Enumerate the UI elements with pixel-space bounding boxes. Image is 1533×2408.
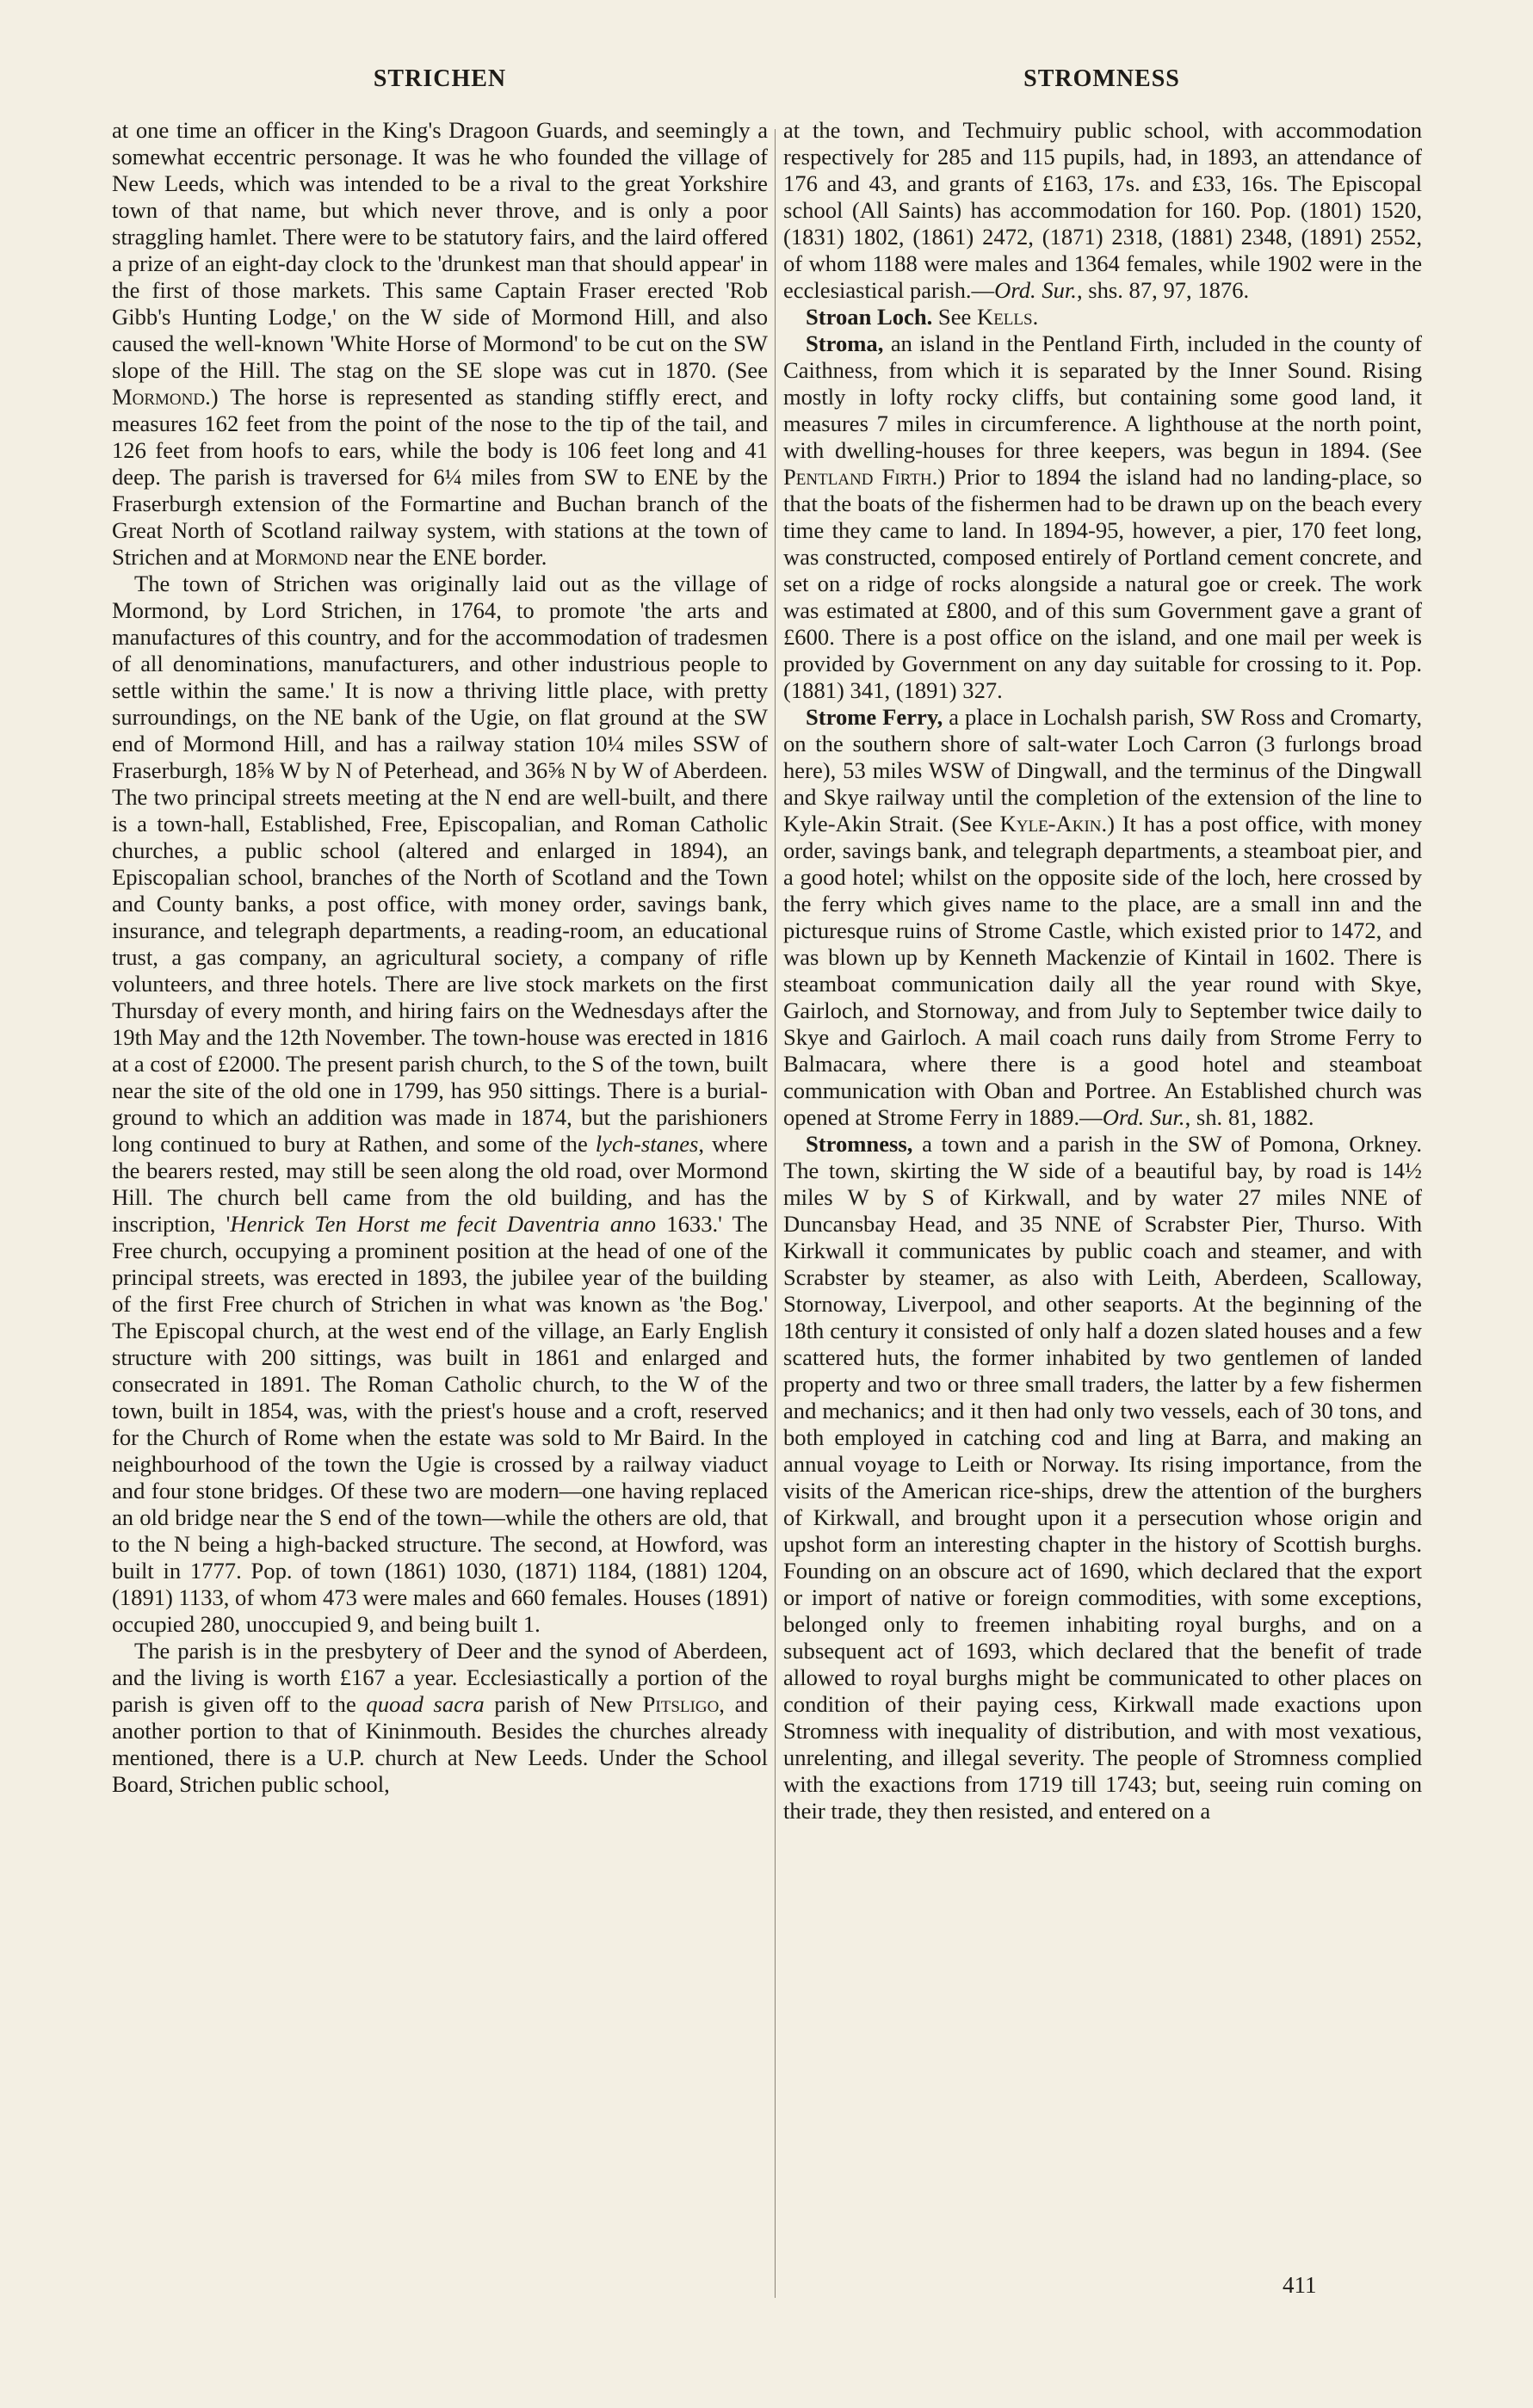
right-column — [783, 117, 1422, 1825]
entry-headword: Strome Ferry, — [806, 704, 943, 730]
cross-reference: Mormond — [112, 384, 206, 410]
entry-headword: Stroma, — [806, 330, 884, 356]
entry-stroma: Stroma, an island in the Pentland Firth, included in the county of Caithness, from which it is separated by the Inner Sound. Rising mostly in lofty rocky cliffs, but containing some good land, it measures 7 miles in circumference. A lighthouse at the north point, with dwelling-houses for three keepers, was begun in 1894. (See Pentland Firth.) Prior to 1894 the island had no landing-place, so that the boats of the fishermen had to be drawn up on the beach every time they came to land. In 1894-95, however, a pier, 170 feet long, was constructed, composed entirely of Portland cement concrete, and set on a ridge of rocks alongside a natural goe or creek. The work was estimated at £800, and of this sum Government gave a grant of £600. There is a post office on the island, and one mail per week is provided by Government on any day suitable for crossing to it. Pop. (1881) 341, (1891) 327. — [783, 330, 1423, 703]
column-divider — [775, 129, 776, 2298]
cross-reference: Pentland Firth — [783, 464, 932, 490]
entry-stromness: Stromness, a town and a parish in the SW of Pomona, Orkney. The town, skirting the W side of a beautiful bay, by road is 14½ miles W by S of Kirkwall, and by water 27 miles NNE of Duncansbay Head, and 35 NNE of Scrabster Pier, Thurso. With Kirkwall it communicates by public coach and steamer, and with Scrabster by steamer, as also with Leith, Aberdeen, Scalloway, Stornoway, Liverpool, and other seaports. At the beginning of the 18th century it consisted of only half a dozen slated houses and a few scattered huts, the former inhabited by two gentlemen of landed property and two or three small traders, the latter by a few fishermen and mechanics; and it then had only two vessels, each of 30 tons, and both employed in catching cod and ling at Barra, and making an annual voyage to Leith or Norway. Its rising importance, from the visits of the American rice-ships, drew the attention of the burghers of Kirkwall, and brought upon it a persecution whose origin and upshot form an interesting chapter in the history of Scottish burghs. Founding on an obscure act of 1690, which declared that the export or import of native or foreign commodities, with some exceptions, belonged only to freemen inhabiting royal burghs, and on a subsequent act of 1693, which declared that the benefit of trade allowed to royal burghs might be communicated to other places on condition of their paying cess, Kirkwall made exactions upon Stromness with inequality of distribution, and with most vexatious, unrelenting, and illegal severity. The people of Stromness complied with the exactions from 1719 till 1743; but, seeing ruin coming on their trade, they then resisted, and entered on a — [783, 1131, 1422, 1824]
entry-headword: Stroan Loch. — [806, 304, 933, 330]
left-column — [112, 117, 768, 1798]
entry-strome-ferry: Strome Ferry, a place in Lochalsh parish, SW Ross and Cromarty, on the southern shore of salt-water Loch Carron (3 furlongs broad here), 53 miles WSW of Dingwall, and the terminus of the Dingwall and Skye railway until the completion of the extension of the line to Kyle-Akin Strait. (See Kyle-Akin.) It has a post office, with money order, savings bank, and telegraph departments, a steamboat pier, and a good hotel; whilst on the opposite side of the loch, here crossed by the ferry which gives name to the place, are a small inn and the picturesque ruins of Strome Castle, which existed prior to 1472, and was blown up by Kenneth Mackenzie of Kintail in 1602. There is steamboat communication daily all the year round with Skye, Gairloch, and Stornoway, and from July to September twice daily to Skye and Gairloch. A mail coach runs daily from Strome Ferry to Balmacara, where there is a good hotel and steamboat communication with Oban and Portree. An Established church was opened at Strome Ferry in 1889.—Ord. Sur., sh. 81, 1882. — [783, 704, 1422, 1130]
paragraph: at the town, and Techmuiry public school, with accommodation respectively for 285 and 115 pupils, had, in 1893, an attendance of 176 and 43, and grants of £163, 17s. and £33, 16s. The Episcopal school (All Saints) has accommodation for 160. Pop. (1801) 1520, (1831) 1802, (1861) 2472, (1871) 2318, (1881) 2348, (1891) 2552, of whom 1188 were males and 1364 females, while 1902 were in the ecclesiastical parish.—Ord. Sur., shs. 87, 97, 1876. — [783, 117, 1422, 303]
cross-reference: Kyle-Akin — [999, 811, 1102, 837]
paragraph: at one time an officer in the King's Dragoon Guards, and seemingly a somewhat eccentric personage. It was he who founded the village of New Leeds, which was intended to be a rival to the great Yorkshire town of that name, but which never throve, and is only a poor straggling hamlet. There were to be statutory fairs, and the laird offered a prize of an eight-day clock to the 'drunkest man that should appear' in the first of those markets. This same Captain Fraser erected 'Rob Gibb's Hunting Lodge,' on the W side of Mormond Hill, and also caused the well-known 'White Horse of Mormond' to be cut on the SW slope of the Hill. The stag on the SE slope was cut in 1870. (See Mormond.) The horse is represented as standing stiffly erect, and measures 162 feet from the point of the nose to the tip of the tail, and 126 feet from hoofs to ears, while the body is 106 feet long and 41 deep. The parish is traversed for 6¼ miles from SW to ENE by the Fraserburgh extension of the Formartine and Buchan branch of the Great North of Scotland railway system, with stations at the town of Strichen and at Mormond near the ENE border. — [112, 117, 768, 570]
page-number: 411 — [1283, 2272, 1317, 2298]
paragraph: The parish is in the presbytery of Deer and the synod of Aberdeen, and the living is worth £167 a year. Ecclesiastically a portion of the parish is given off to the quoad sacra parish of New Pitsligo, and another portion to that of Kininmouth. Besides the churches already mentioned, there is a U.P. church at New Leeds. Under the School Board, Strichen public school, — [112, 1638, 768, 1797]
cross-reference: Kells — [976, 304, 1033, 330]
running-head-right: STROMNESS — [1023, 65, 1180, 92]
running-head-left: STRICHEN — [373, 65, 507, 92]
entry-stroan-loch: Stroan Loch. See Kells. — [806, 304, 1039, 330]
entry-headword: Stromness, — [806, 1131, 913, 1157]
paragraph: The town of Strichen was originally laid out as the village of Mormond, by Lord Strichen, in 1764, to promote 'the arts and manufactures of this country, and for the accommodation of tradesmen of all denominations, manufacturers, and other industrious people to settle within the same.' It is now a thriving little place, with pretty surroundings, on the NE bank of the Ugie, on flat ground at the SW end of Mormond Hill, and has a railway station 10¼ miles SSW of Fraserburgh, 18⅝ W by N of Peterhead, and 36⅝ N by W of Aberdeen. The two principal streets meeting at the N end are well-built, and there is a town-hall, Established, Free, Episcopalian, and Roman Catholic churches, a public school (altered and enlarged in 1894), an Episcopalian school, branches of the North of Scotland and the Town and County banks, a post office, with money order, savings bank, insurance, and telegraph departments, a reading-room, an educational trust, a gas company, an agricultural society, a company of rifle volunteers, and three hotels. There are live stock markets on the first Thursday of every month, and hiring fairs on the Wednesdays after the 19th May and the 12th November. The town-house was erected in 1816 at a cost of £2000. The present parish church, to the S of the town, built near the site of the old one in 1799, has 950 sittings. There is a burial-ground to which an addition was made in 1874, but the parishioners long continued to bury at Rathen, and some of the lych-stanes, where the bearers rested, may still be seen along the old road, over Mormond Hill. The church bell came from the old building, and has the inscription, 'Henrick Ten Horst me fecit Daventria anno 1633.' The Free church, occupying a prominent position at the head of one of the principal streets, was erected in 1893, the jubilee year of the building of the first Free church of Strichen in what was known as 'the Bog.' The Episcopal church, at the west end of the village, an Early English structure with 200 sittings, was built in 1861 and enlarged and consecrated in 1891. The Roman Catholic church, to the W of the town, built in 1854, was, with the priest's house and a croft, reserved for the Church of Rome when the estate was sold to Mr Baird. In the neighbourhood of the town the Ugie is crossed by a railway viaduct and four stone bridges. Of these two are modern—one having replaced an old bridge near the S end of the town—while the others are old, that to the N being a high-backed structure. The second, at Howford, was built in 1777. Pop. of town (1861) 1030, (1871) 1184, (1881) 1204, (1891) 1133, of whom 473 were males and 660 females. Houses (1891) occupied 280, unoccupied 9, and being built 1. — [112, 571, 769, 1637]
cross-reference: Pitsligo — [642, 1691, 720, 1717]
cross-reference: Mormond — [255, 544, 349, 570]
